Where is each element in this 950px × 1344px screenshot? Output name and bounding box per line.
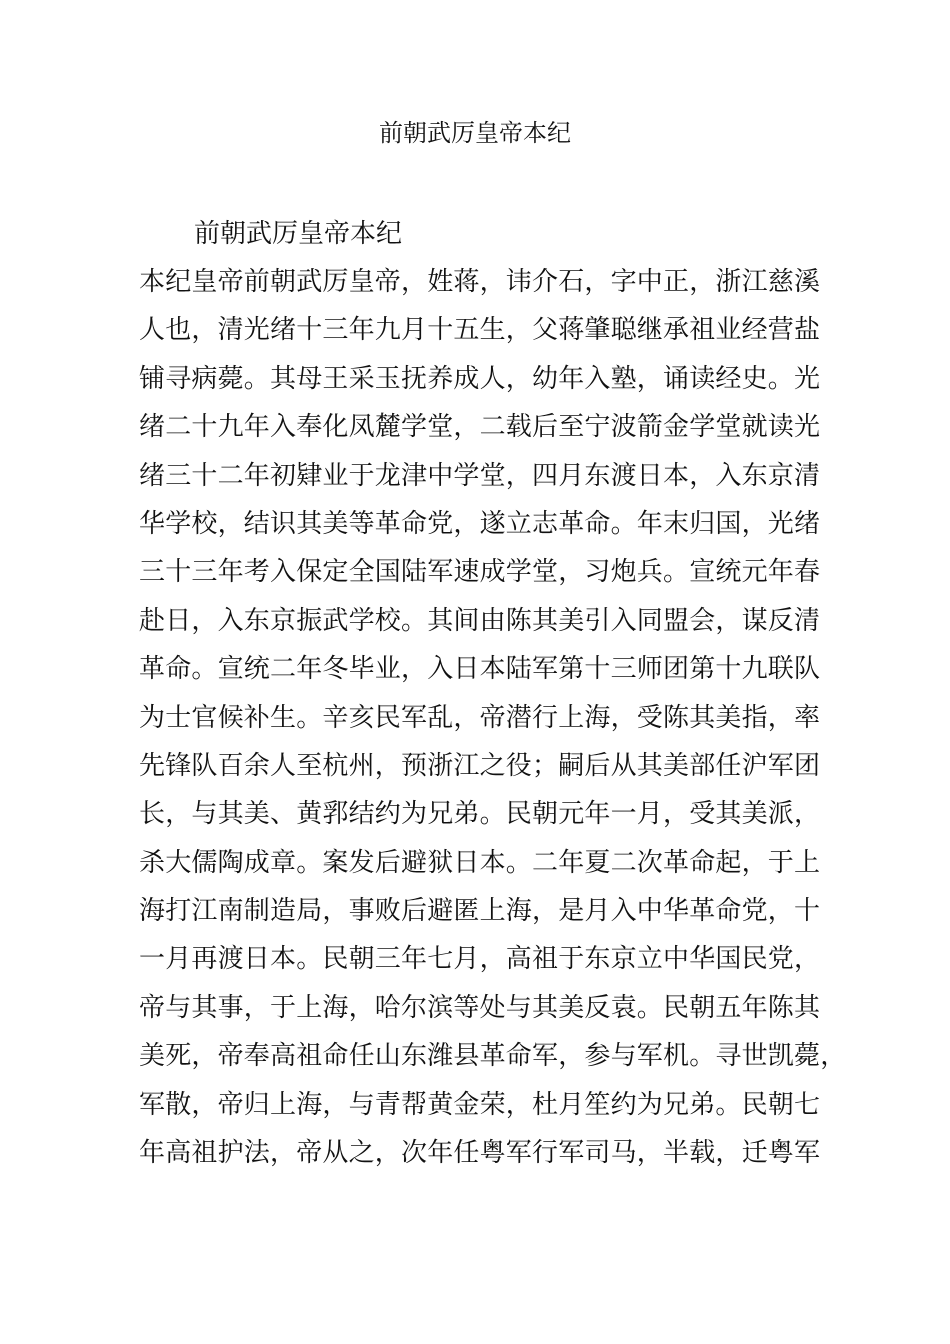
text-line: 赴日，入东京振武学校。其间由陈其美引入同盟会，谋反清	[139, 605, 821, 636]
body-text	[139, 262, 847, 1181]
text-line: 一月再渡日本。民朝三年七月，高祖于东京立中华国民党，	[139, 944, 821, 975]
section-heading: 前朝武厉皇帝本纪	[194, 219, 403, 249]
text-line: 军散，帝归上海，与青帮黄金荣，杜月笙约为兄弟。民朝七	[139, 1089, 821, 1120]
page-title: 前朝武厉皇帝本纪	[379, 119, 571, 147]
text-line: 绪二十九年入奉化凤麓学堂，二载后至宁波箭金学堂就读光	[139, 412, 821, 443]
text-line: 先锋队百余人至杭州，预浙江之役；嗣后从其美部任沪军团	[139, 750, 821, 781]
text-line: 长，与其美、黄郛结约为兄弟。民朝元年一月，受其美派，	[139, 799, 821, 830]
text-line: 人也，清光绪十三年九月十五生，父蒋肇聪继承祖业经营盐	[139, 315, 821, 346]
text-line: 铺寻病薨。其母王采玉抚养成人，幼年入塾，诵读经史。光	[139, 363, 821, 394]
text-line: 三十三年考入保定全国陆军速成学堂，习炮兵。宣统元年春	[139, 557, 821, 588]
text-line: 美死，帝奉高祖命任山东潍县革命军，参与军机。寻世凯薨，	[139, 1041, 847, 1072]
text-line: 华学校，结识其美等革命党，遂立志革命。年末归国，光绪	[139, 508, 821, 539]
text-line: 杀大儒陶成章。案发后避狱日本。二年夏二次革命起，于上	[139, 847, 821, 878]
text-line: 年高祖护法，帝从之，次年任粤军行军司马，半载，迁粤军	[139, 1138, 821, 1169]
text-line: 帝与其事，于上海，哈尔滨等处与其美反袁。民朝五年陈其	[139, 992, 821, 1023]
text-line: 为士官候补生。辛亥民军乱，帝潜行上海，受陈其美指，率	[139, 702, 821, 733]
text-line: 本纪皇帝前朝武厉皇帝，姓蒋，讳介石，字中正，浙江慈溪	[139, 267, 821, 297]
text-line: 海打江南制造局，事败后避匿上海，是月入中华革命党，十	[139, 896, 821, 927]
text-line: 革命。宣统二年冬毕业，入日本陆军第十三师团第十九联队	[139, 654, 821, 685]
text-line: 绪三十二年初肄业于龙津中学堂，四月东渡日本，入东京清	[139, 460, 821, 491]
